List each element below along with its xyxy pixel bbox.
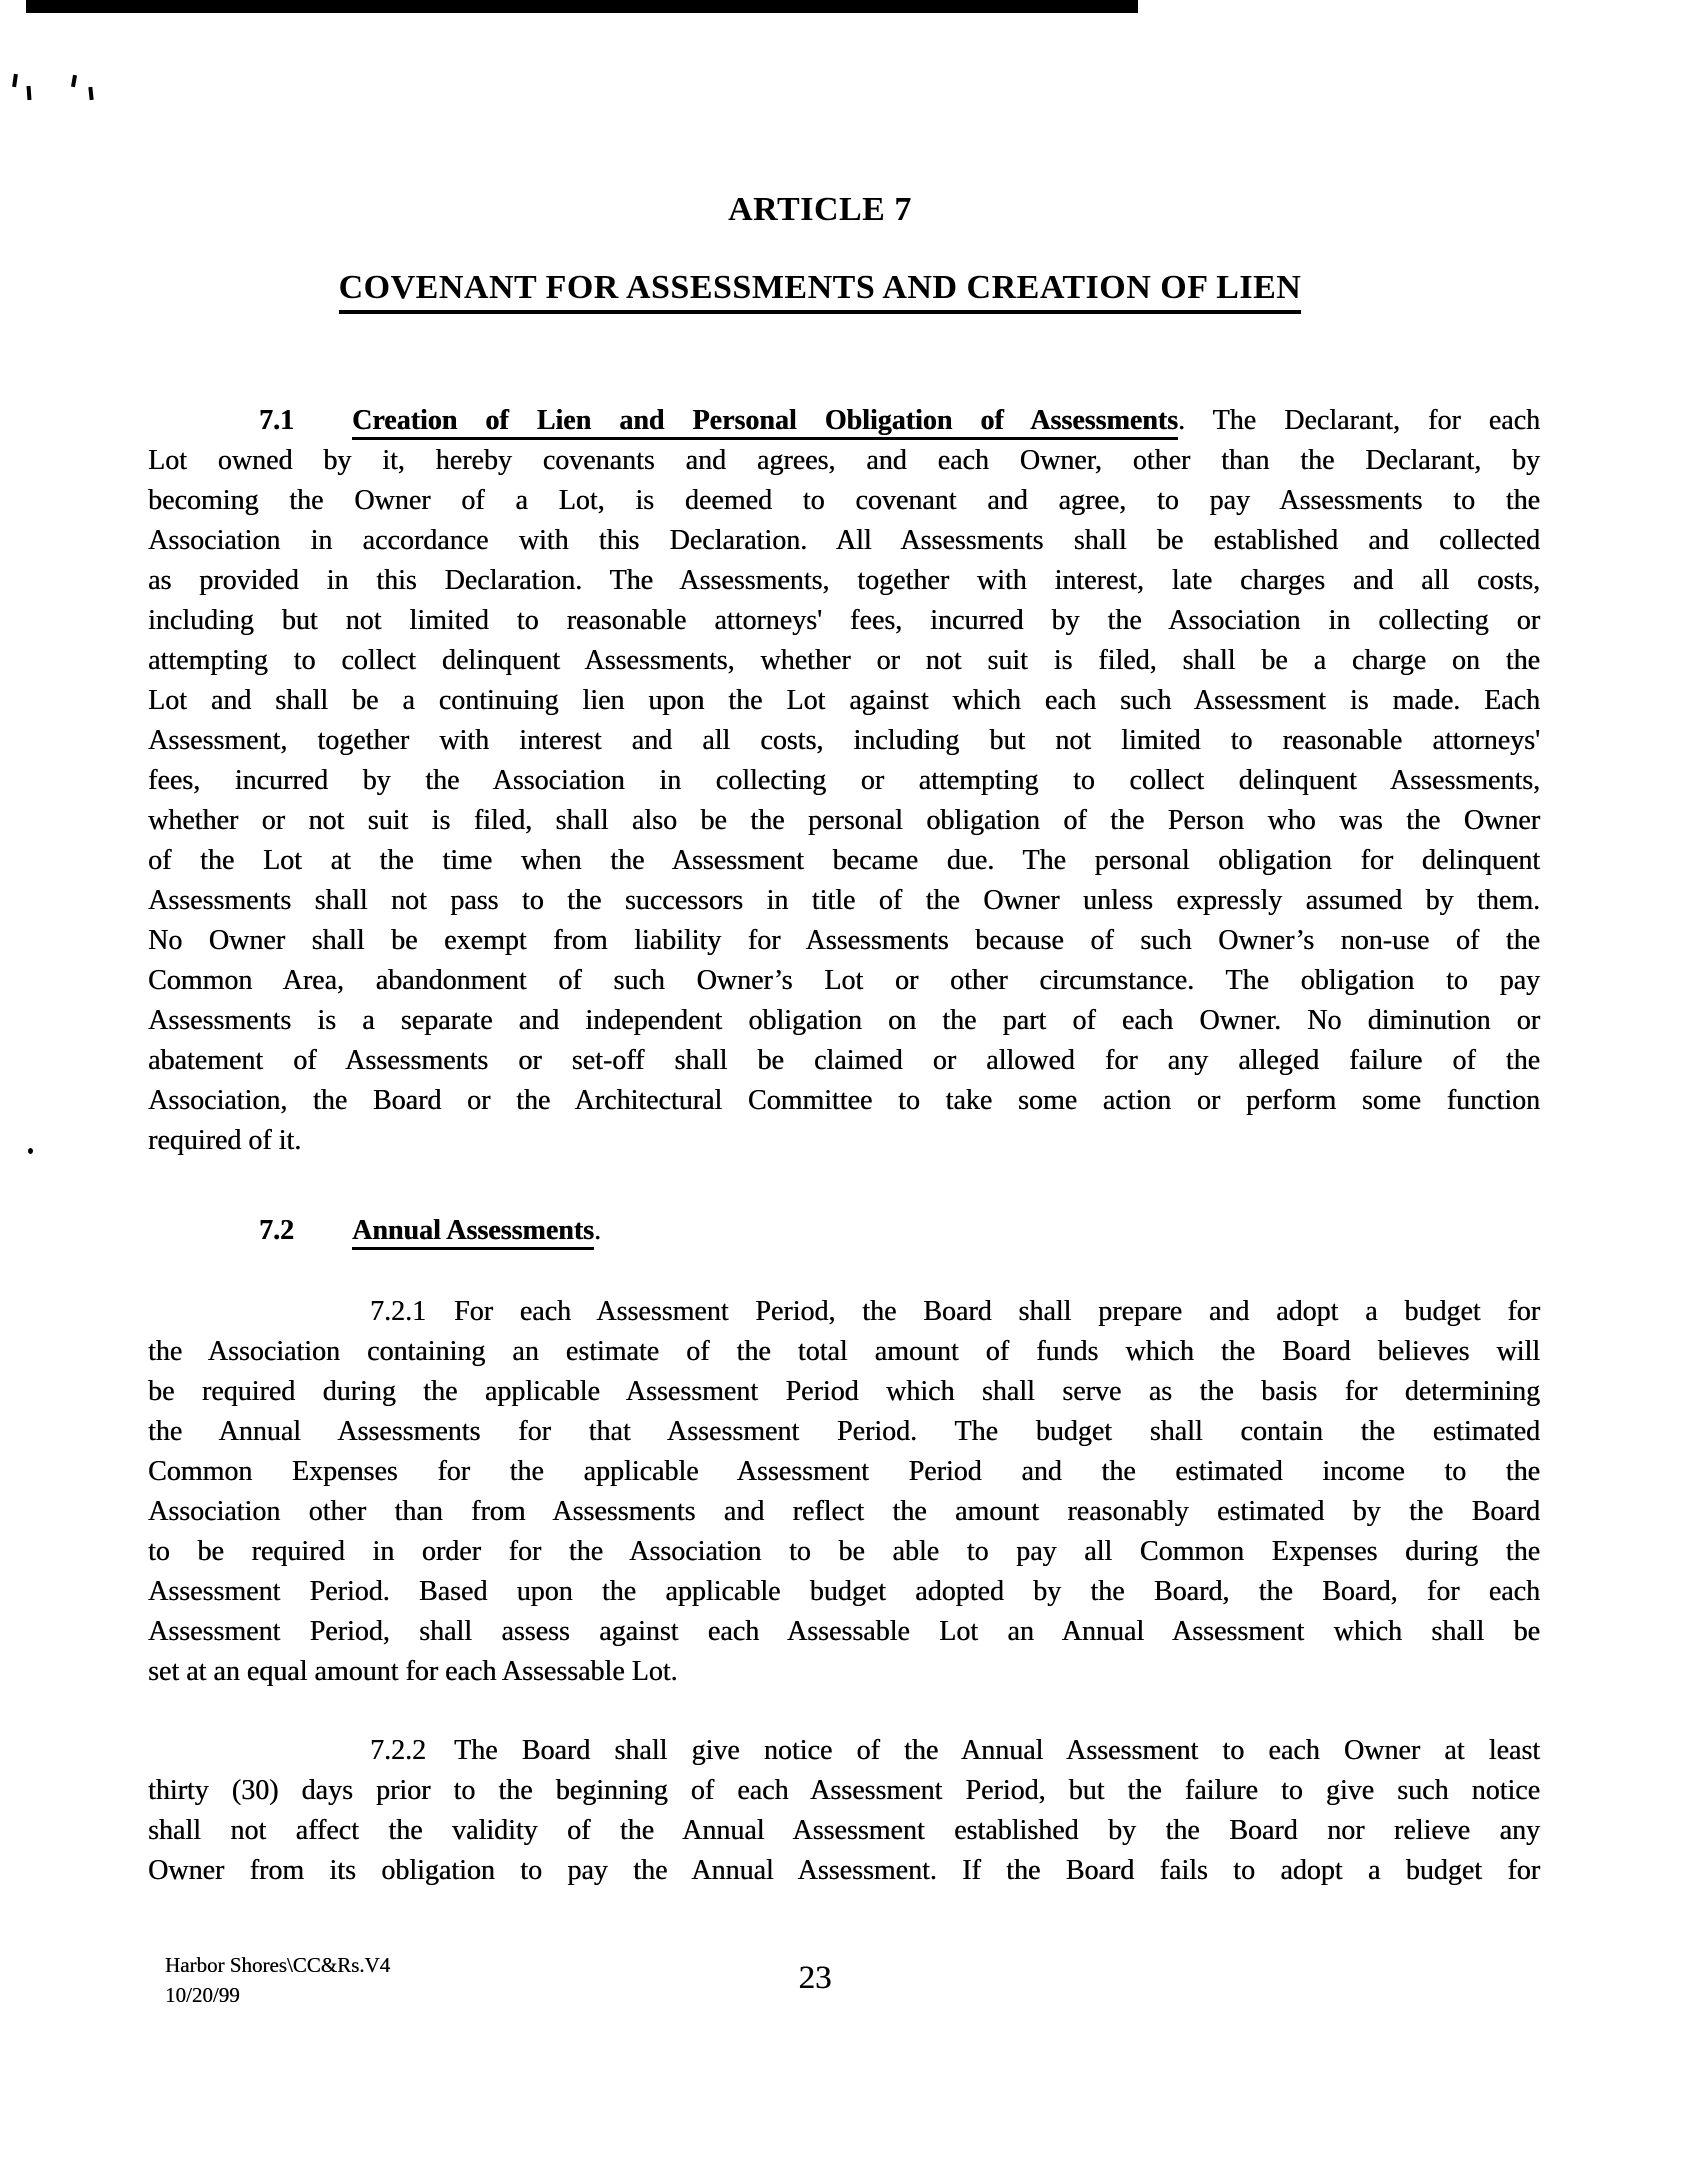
- text-segment: set at an equal amount for each Assessable Lot.: [148, 1656, 678, 1687]
- text-line: [148, 401, 1540, 441]
- text-segment: 7.1: [259, 405, 294, 436]
- text-segment: required of it.: [148, 1125, 302, 1156]
- text-segment: Lot and shall be a continuing lien upon the Lot against which each such Assessment is made. Each: [148, 685, 1540, 716]
- text-segment: No Owner shall be exempt from liability for Assessments because of such Owner’s non-use of the: [148, 925, 1540, 956]
- text-line: [148, 1652, 1540, 1692]
- text-segment: of the Lot at the time when the Assessment became due. The personal obligation for delinquent: [148, 845, 1540, 876]
- text-line: [148, 1081, 1540, 1121]
- text-segment: be required during the applicable Assessment Period which shall serve as the basis for determining: [148, 1376, 1540, 1407]
- text-line: [148, 841, 1540, 881]
- text-segment: Association other than from Assessments and reflect the amount reasonably estimated by the Board: [148, 1496, 1540, 1527]
- text-segment: Association in accordance with this Declaration. All Assessments shall be established and collected: [148, 525, 1540, 556]
- text-segment: attempting to collect delinquent Assessments, whether or not suit is filed, shall be a charge on the: [148, 645, 1540, 676]
- text-line: [148, 761, 1540, 801]
- text-line: [148, 1452, 1540, 1492]
- text-segment: The Board shall give notice of the Annual Assessment to each Owner at least: [454, 1735, 1540, 1766]
- text-segment: Owner from its obligation to pay the Annual Assessment. If the Board fails to adopt a budget for: [148, 1855, 1540, 1886]
- text-segment: Assessments shall not pass to the successors in title of the Owner unless expressly assumed by them.: [148, 885, 1540, 916]
- page-number: 23: [798, 1960, 832, 1996]
- text-line: [148, 1851, 1540, 1891]
- text-segment: whether or not suit is filed, shall also be the personal obligation of the Person who was the Owner: [148, 805, 1540, 836]
- section-7.2.2: [148, 1731, 1540, 1891]
- text-segment: Creation of Lien and Personal Obligation of Assessments: [352, 405, 1178, 440]
- text-segment: Association, the Board or the Architectural Committee to take some action or perform some function: [148, 1085, 1540, 1116]
- text-line: [148, 1372, 1540, 1412]
- text-segment: Assessments is a separate and independent obligation on the part of each Owner. No diminution or: [148, 1005, 1540, 1036]
- text-segment: 7.2.2: [370, 1735, 426, 1766]
- text-line: [148, 1532, 1540, 1572]
- text-line: [148, 1412, 1540, 1452]
- text-segment: fees, incurred by the Association in collecting or attempting to collect delinquent Assessments,: [148, 765, 1540, 796]
- section-7.1: [148, 401, 1540, 1161]
- text-segment: the Annual Assessments for that Assessment Period. The budget shall contain the estimated: [148, 1416, 1540, 1447]
- text-line: [148, 1121, 1540, 1161]
- text-segment: 7.2: [259, 1215, 294, 1246]
- text-segment: as provided in this Declaration. The Assessments, together with interest, late charges and all costs,: [148, 565, 1540, 596]
- text-segment: Assessment Period. Based upon the applicable budget adopted by the Board, the Board, for each: [148, 1576, 1540, 1607]
- scan-speck: [88, 87, 93, 100]
- text-line: [148, 681, 1540, 721]
- text-segment: Common Area, abandonment of such Owner’s Lot or other circumstance. The obligation to pay: [148, 965, 1540, 996]
- article-heading: ARTICLE 7: [728, 191, 912, 228]
- scan-speck: [71, 75, 77, 88]
- text-segment: . The Declarant, for each: [1177, 405, 1540, 436]
- text-segment: Annual Assessments: [352, 1215, 594, 1250]
- text-segment: 7.2.1: [370, 1296, 426, 1327]
- chapter-title-text: COVENANT FOR ASSESSMENTS AND CREATION OF LIEN: [339, 269, 1302, 314]
- text-segment: becoming the Owner of a Lot, is deemed to covenant and agree, to pay Assessments to the: [148, 485, 1540, 516]
- text-line: [148, 641, 1540, 681]
- text-segment: shall not affect the validity of the Annual Assessment established by the Board nor relieve any: [148, 1815, 1540, 1846]
- text-line: [148, 1211, 1540, 1251]
- footer-date: 10/20/99: [165, 1983, 240, 2007]
- text-line: [148, 1572, 1540, 1612]
- text-line: [148, 1612, 1540, 1652]
- footer-doc-ref: Harbor Shores\CC&Rs.V4: [165, 1953, 391, 1977]
- text-line: [148, 521, 1540, 561]
- text-line: [148, 1001, 1540, 1041]
- scan-speck: [28, 1148, 33, 1154]
- text-line: [148, 1811, 1540, 1851]
- text-line: [148, 1771, 1540, 1811]
- text-line: [148, 481, 1540, 521]
- text-line: [148, 1041, 1540, 1081]
- text-line: [148, 1731, 1540, 1771]
- text-segment: Assessment, together with interest and all costs, including but not limited to reasonable attorneys': [148, 725, 1540, 756]
- document-text: [148, 0, 1540, 2160]
- text-line: [148, 801, 1540, 841]
- text-segment: Common Expenses for the applicable Assessment Period and the estimated income to the: [148, 1456, 1540, 1487]
- text-line: [148, 1492, 1540, 1532]
- text-line: [148, 561, 1540, 601]
- text-segment: thirty (30) days prior to the beginning of each Assessment Period, but the failure to give such notice: [148, 1775, 1540, 1806]
- text-line: [148, 921, 1540, 961]
- section-7.2.1: [148, 1292, 1540, 1692]
- text-segment: Lot owned by it, hereby covenants and agrees, and each Owner, other than the Declarant, by: [148, 445, 1540, 476]
- text-segment: the Association containing an estimate of the total amount of funds which the Board believes will: [148, 1336, 1540, 1367]
- text-line: [148, 1292, 1540, 1332]
- text-line: [148, 601, 1540, 641]
- text-segment: to be required in order for the Association to be able to pay all Common Expenses during the: [148, 1536, 1540, 1567]
- text-line: [148, 721, 1540, 761]
- text-segment: For each Assessment Period, the Board shall prepare and adopt a budget for: [454, 1296, 1540, 1327]
- text-segment: including but not limited to reasonable attorneys' fees, incurred by the Association in collecting or: [148, 605, 1540, 636]
- text-segment: Assessment Period, shall assess against each Assessable Lot an Annual Assessment which shall be: [148, 1616, 1540, 1647]
- text-segment: .: [593, 1215, 601, 1246]
- text-line: [148, 961, 1540, 1001]
- scan-speck: [27, 86, 32, 100]
- text-line: [148, 441, 1540, 481]
- scan-speck: [12, 74, 18, 87]
- text-segment: abatement of Assessments or set-off shall be claimed or allowed for any alleged failure of the: [148, 1045, 1540, 1076]
- text-line: [148, 881, 1540, 921]
- text-line: [148, 1332, 1540, 1372]
- section-7.2: [148, 1211, 1540, 1251]
